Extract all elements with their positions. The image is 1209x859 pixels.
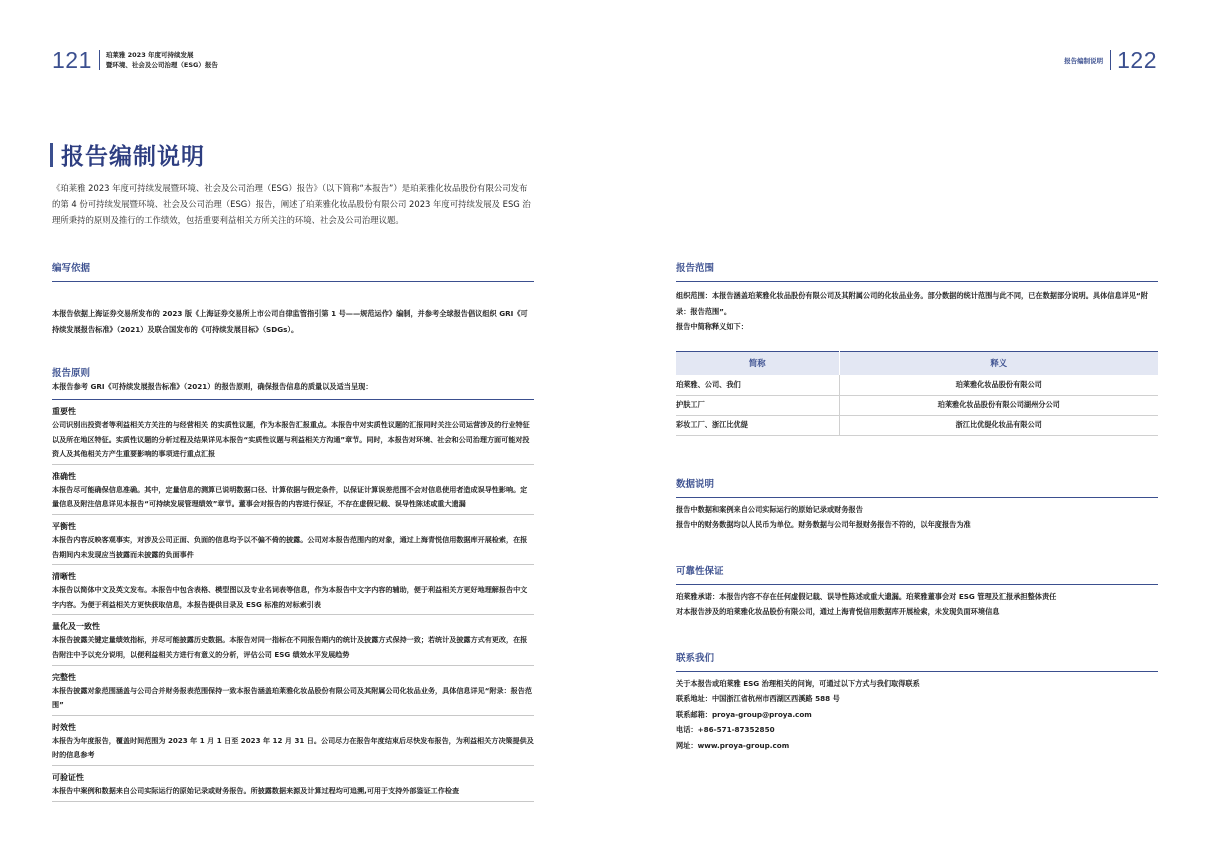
- title-accent-bar: [50, 143, 53, 167]
- principle-item: [52, 615, 534, 665]
- left-page-number: 121: [52, 47, 92, 73]
- principle-item: [52, 716, 534, 766]
- table-cell-abbr: 彩妆工厂、浙江比优缇: [676, 415, 839, 435]
- right-column: [676, 262, 1158, 753]
- reliability-title: 可靠性保证: [676, 565, 1158, 585]
- principle-name: 量化及一致性: [52, 622, 100, 632]
- table-header-abbr: 简称: [676, 351, 839, 375]
- contact-email: 联系邮箱：proya-group@proya.com: [676, 709, 812, 719]
- principle-item: [52, 465, 534, 515]
- data-note-title: 数据说明: [676, 478, 1158, 498]
- principle-item: [52, 766, 534, 802]
- right-page-header: [1064, 47, 1157, 73]
- contact-title: 联系我们: [676, 652, 1158, 672]
- scope-body: 组织范围：本报告涵盖珀莱雅化妆品股份有限公司及其附属公司的化妆品业务。部分数据的统计范围与此不同，已在数据部分说明。具体信息详见“附录：报告范围”。: [676, 291, 1148, 316]
- table-cell-abbr: 护肤工厂: [676, 395, 839, 415]
- principles-title: 报告原则: [52, 368, 91, 379]
- right-section-name: 报告编制说明: [1064, 56, 1104, 65]
- principle-desc: 本报告以简体中文及英文发布。本报告中包含表格、模型图以及专业名词表等信息，作为本报告中文字内容的辅助，便于利益相关方更好地理解报告中文字内容。为便于利益相关方更快获取信息，本报告提供目录及 ESG 标准的对标索引表: [52, 585, 528, 609]
- data-note-line1: 报告中数据和案例来自公司实际运行的原始记录或财务报告: [676, 504, 863, 514]
- principle-name: 可验证性: [52, 772, 84, 782]
- table-row: [676, 375, 1158, 395]
- abbreviation-table: [676, 351, 1158, 436]
- left-column: [52, 262, 534, 802]
- principles-intro: 本报告参考 GRI《可持续发展报告标准》（2021）的报告原则，确保报告信息的质量以及适当呈现：: [52, 381, 534, 400]
- principle-desc: 本报告尽可能确保信息准确。其中，定量信息的测算已说明数据口径、计算依据与假定条件，以保证计算误差范围不会对信息使用者造成误导性影响。定量信息及附注信息详见本报告“可持续发展管理绩效”章节。董事会对报告的内容进行保证，不存在虚假记载、误导性陈述或重大遗漏: [52, 484, 528, 509]
- page-title: 报告编制说明: [61, 144, 205, 170]
- principle-name: 重要性: [52, 407, 76, 416]
- reliability-line2: 对本报告涉及的珀莱雅化妆品股份有限公司，通过上海青悦信用数据库开展检索，未发现负面环境信息: [676, 607, 1000, 616]
- left-page-header: [52, 47, 218, 73]
- scope-abbr-intro: 报告中简称释义如下：: [676, 322, 748, 331]
- report-title: [106, 50, 218, 70]
- principle-desc: 公司识别出投资者等利益相关方关注的与经营相关 的实质性议题，作为本报告汇报重点。本报告中对实质性议题的汇报同时关注公司运营涉及的行业特征以及所在地区特征。实质性议题的分析过程及结果详见本报告“实质性议题与利益相关方沟通”章节。同时，本报告对环境、社会和公司治理方面可能对投资人及其他相关方产生重要影响的事项进行重点汇报: [52, 420, 530, 459]
- table-row: [676, 415, 1158, 435]
- principle-name: 完整性: [52, 672, 76, 682]
- principle-item: [52, 515, 534, 565]
- principle-item: [52, 565, 534, 615]
- header-divider-right: [1110, 50, 1111, 70]
- principle-name: 清晰性: [52, 572, 76, 582]
- contact-address: 联系地址：中国浙江省杭州市西湖区西溪路 588 号: [676, 694, 840, 703]
- table-cell-meaning: 珀莱雅化妆品股份有限公司: [839, 375, 1158, 395]
- principle-name: 平衡性: [52, 521, 76, 531]
- contact-website: 网址：www.proya-group.com: [676, 740, 790, 750]
- principle-name: 时效性: [52, 722, 76, 732]
- principle-desc: 本报告内容反映客观事实，对涉及公司正面、负面的信息均予以不偏不倚的披露。公司对本报告范围内的对象，通过上海青悦信用数据库开展检索，在报告期间内未发现应当披露而未披露的负面事件: [52, 534, 528, 559]
- table-header-row: [676, 351, 1158, 375]
- table-row: [676, 395, 1158, 415]
- table-cell-meaning: 浙江比优缇化妆品有限公司: [839, 415, 1158, 435]
- principle-desc: 本报告披露关键定量绩效指标，并尽可能披露历史数据。本报告对同一指标在不同报告期内的统计及披露方式保持一致；若统计及披露方式有更改，在报告附注中予以充分说明，以便利益相关方进行有意义的分析，评估公司 ESG 绩效水平发展趋势: [52, 635, 528, 659]
- principle-desc: 本报告披露对象范围涵盖与公司合并财务报表范围保持一致本报告涵盖珀莱雅化妆品股份有限公司及其附属公司化妆品业务，具体信息详见“附录：报告范围”: [52, 685, 532, 710]
- table-cell-meaning: 珀莱雅化妆品股份有限公司湖州分公司: [839, 395, 1158, 415]
- table-cell-abbr: 珀莱雅、公司、我们: [676, 375, 839, 395]
- basis-body: 本报告依据上海证券交易所发布的 2023 版《上海证券交易所上市公司自律监管指引第 1 号——规范运作》编制，并参考全球报告倡议组织 GRI《可持续发展报告标准》（2021）及联合国发布的《可持续发展目标》（SDGs）。: [52, 309, 528, 334]
- data-note-line2: 报告中的财务数据均以人民币为单位。财务数据与公司年报财务报告不符的，以年度报告为准: [676, 520, 971, 529]
- principle-name: 准确性: [52, 471, 76, 481]
- right-page-number: 122: [1117, 47, 1157, 73]
- reliability-line1: 珀莱雅承诺：本报告内容不存在任何虚假记载、误导性陈述或重大遗漏。珀莱雅董事会对 ESG 管理及汇报承担整体责任: [676, 591, 1057, 601]
- contact-phone: 电话：+86-571-87352850: [676, 725, 775, 734]
- basis-title: 编写依据: [52, 262, 534, 282]
- scope-title: 报告范围: [676, 262, 1158, 282]
- principle-item: [52, 666, 534, 716]
- report-title-line2: 暨环境、社会及公司治理（ESG）报告: [105, 61, 218, 69]
- header-divider: [99, 50, 100, 70]
- page-title-block: [50, 138, 205, 171]
- table-header-meaning: 释义: [839, 351, 1158, 375]
- contact-intro: 关于本报告或珀莱雅 ESG 治理相关的问询，可通过以下方式与我们取得联系: [676, 678, 920, 688]
- principle-desc: 本报告中案例和数据来自公司实际运行的原始记录或财务报告。所披露数据来源及计算过程均可追溯,可用于支持外部鉴证工作检查: [52, 785, 460, 795]
- report-title-line1: 珀莱雅 2023 年度可持续发展: [105, 51, 194, 59]
- principle-desc: 本报告为年度报告，覆盖时间范围为 2023 年 1 月 1 日至 2023 年 12 月 31 日。公司尽力在报告年度结束后尽快发布报告，为利益相关方决策提供及时的信息参考: [52, 735, 534, 760]
- intro-paragraph: 《珀莱雅 2023 年度可持续发展暨环境、社会及公司治理（ESG）报告》（以下简称“本报告”）是珀莱雅化妆品股份有限公司发布的第 4 份可持续发展暨环境、社会及公司治理（ESG）报告，阐述了珀莱雅化妆品股份有限公司 2023 年度可持续发展及 ESG 治理所秉持的原则及推行的工作绩效，包括重要利益相关方所关注的环境、社会及公司治理议题。: [52, 183, 531, 226]
- principle-item: [52, 400, 534, 465]
